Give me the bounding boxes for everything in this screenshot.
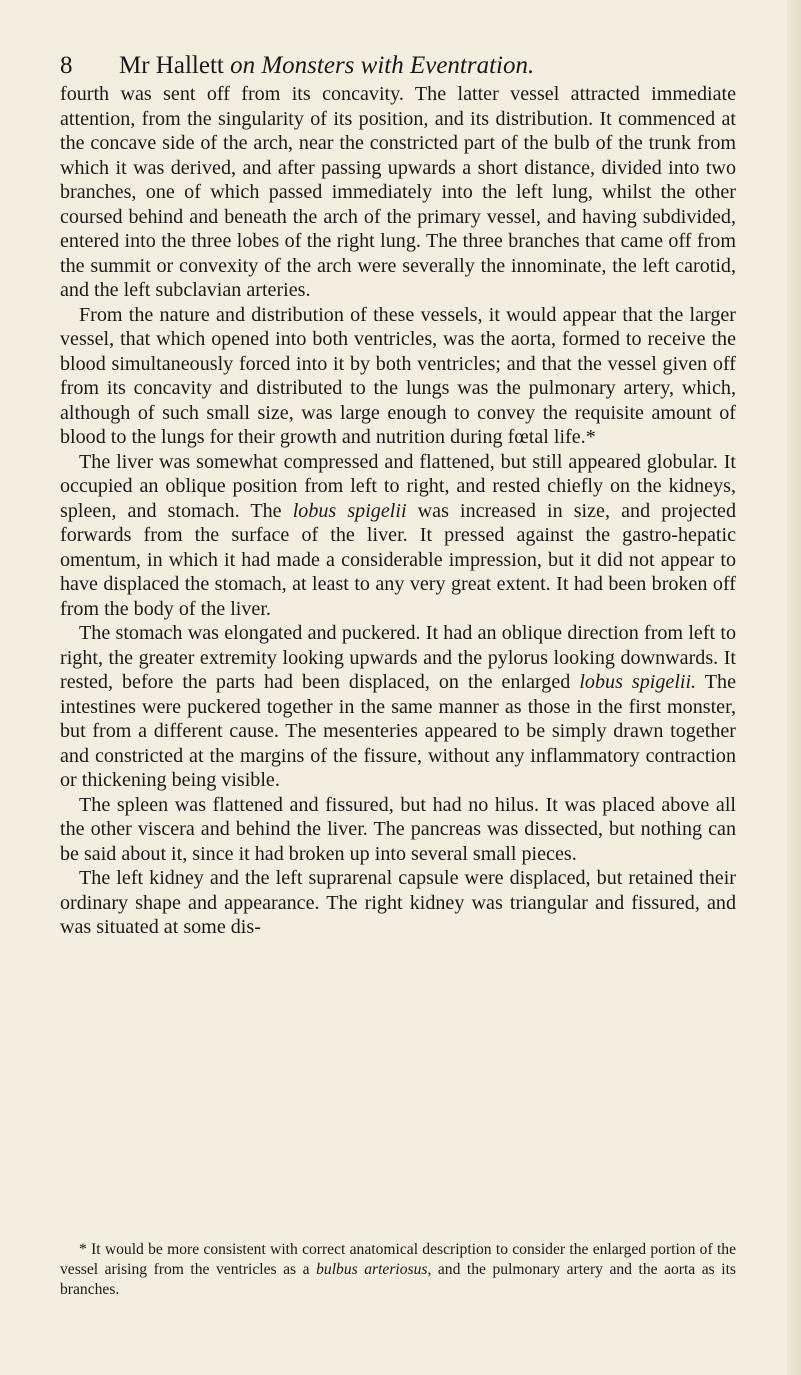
paragraph-kidney: The left kidney and the left suprarenal capsule were displaced, but retained their ordinary shape and appearance. The right kidney was triangular and fissured, and was situated at some dis- xyxy=(60,867,736,938)
page-edge xyxy=(787,0,801,1375)
running-head xyxy=(119,52,534,80)
paragraph-stomach-term: lobus spigelii. xyxy=(579,671,697,693)
body-text xyxy=(60,82,736,940)
paragraph-spleen: The spleen was flattened and fissured, but had no hilus. It was placed above all the other viscera and behind the liver. The pancreas was dissected, but nothing can be said about it, since it had broken up into several small pieces. xyxy=(60,793,736,865)
running-head-on: on xyxy=(230,52,256,79)
footnote-part-c: , and the pulmonary artery and the aorta as its branches. xyxy=(60,1261,736,1298)
paragraph-vessels: fourth was sent off from its concavity. The latter vessel attracted immediate attention, from the singularity of its position, and its distribution. It commenced at the concave side of the arch, near the constricted part of the bulb of the trunk from which it was derived, and after passing upwards a short distance, divided into two branches, one of which passed immediately into the left lung, whilst the other coursed behind and beneath the arch of the primary vessel, and having subdivided, entered into the three lobes of the right lung. The three branches that came off from the summit or convexity of the arch were severally the innominate, the left carotid, and the left subclavian arteries. xyxy=(60,83,736,301)
footnote xyxy=(60,1240,736,1300)
footnote-term: bulbus arteriosus xyxy=(316,1261,428,1278)
paragraph-stomach-part-c: The intestines were puckered together in the same manner as those in the first monster, but from a different cause. The mesenteries appeared to be simply drawn together and constricted at the margins of the fissure, without any inflammatory contraction or thickening being visible. xyxy=(60,671,736,791)
running-head-title: Monsters with Eventration. xyxy=(255,52,535,79)
paragraph-liver-part-c: was increased in size, and projected forwards from the surface of the liver. It pressed against the gastro-hepatic omentum, in which it had made a considerable impression, but it did not appear to have displaced the stomach, at least to any very great extent. It had been broken off from the body of the liver. xyxy=(60,499,736,620)
page-number: 8 xyxy=(60,52,73,79)
footnote-part-a: * It would be more consistent with correct anatomical description to consider the enlarged portion of the vessel arising from the ventricles as a xyxy=(60,1241,736,1278)
paragraph-stomach xyxy=(60,621,736,793)
page-header xyxy=(60,52,740,80)
paragraph-liver-term: lobus spigelii xyxy=(292,499,407,522)
paragraph-stomach-part-a: The stomach was elongated and puckered. It had an oblique direction from left to right, the greater extremity looking upwards and the pylorus looking downwards. It rested, before the parts had been displaced, on the enlarged xyxy=(60,622,736,693)
paragraph-liver xyxy=(60,450,736,622)
running-head-author: Mr Hallett xyxy=(119,52,231,79)
paragraph-liver-part-a: The liver was somewhat compressed and flattened, but still appeared globular. It occupied an oblique position from left to right, and rested chiefly on the kidneys, spleen, and stomach. The xyxy=(60,450,736,522)
paragraph-aorta: From the nature and distribution of these vessels, it would appear that the larger vessel, that which opened into both ventricles, was the aorta, formed to receive the blood simultaneously forced into it by both ventricles; and that the vessel given off from its concavity and distributed to the lungs was the pulmonary artery, which, although of such small size, was large enough to convey the requisite amount of blood to the lungs for their growth and nutrition during fœtal life.* xyxy=(60,303,736,448)
